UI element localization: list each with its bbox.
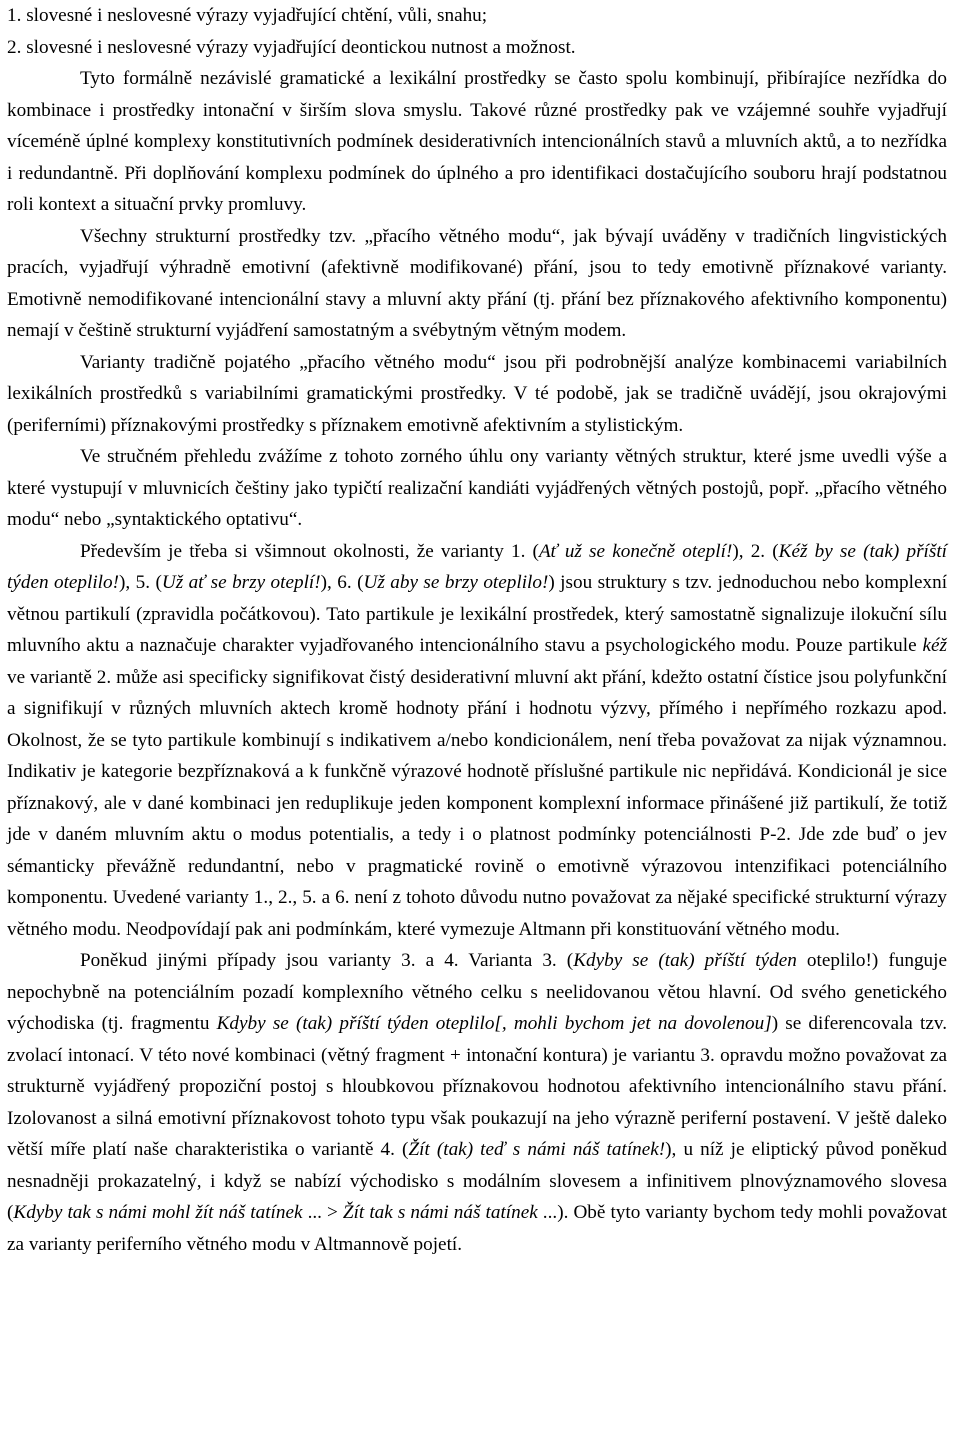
text-segment: ve variantě 2. může asi specificky signifikovat čistý desiderativní mluvní akt přání, kdežto ostatní čístice jsou polyfunkční a signifikují v různých mluvních aktech kromě hodnoty přání i hodnotu výzvy, přímého i nepřímého rozkazu apod. Okolnost, že se tyto partikule kombinují s indikativem a/nebo kondicionálem, není třeba považovat za nijak významnou. Indikativ je kategorie bezpříznaková a k funkčně výrazové hodnotě příslušné partikule nic nepřidává. Kondicionál je sice příznakový, ale v dané kombinaci jen reduplikuje jeden komponent komplexní informace přinášené již partikulí, že totiž jde v daném mluvním aktu o modus potentialis, a tedy i o platnost podmínky potenciálnosti P-2. Jde zde buď o jev sémanticky převážně redundantní, nebo v pragmatické rovině o emotivně výrazovou intenzifikaci potenciálního komponentu. Uvedené varianty 1., 2., 5. a 6. není z tohoto důvodu nutno považovat za nějaké specifické strukturní výrazy větného modu. Neodpovídají pak ani podmínkám, které vymezuje Altmann při konstituování větného modu. <box>7 666 947 940</box>
example-sentence: Kdyby se (tak) příští týden <box>573 950 797 971</box>
example-sentence: Kdyby se (tak) příští týden oteplilo[, mohli bychom jet na dovolenou] <box>216 1013 772 1034</box>
text-segment: Především je třeba si všimnout okolnosti, že varianty 1. ( <box>80 540 539 562</box>
text-segment: Ve stručném přehledu zvážíme z tohoto zorného úhlu ony varianty větných struktur, které jsme uvedli výše a které vystupují v mluvnicích češtiny jako typičtí realizační kandiáti vyjádřených větných postojů, popř. „přacího větného modu“ nebo „syntaktického optativu“. <box>7 446 947 530</box>
example-sentence: Už aby se brzy oteplilo! <box>363 572 549 593</box>
list-item-2: 2. slovesné i neslovesné výrazy vyjadřující deontickou nutnost a možnost. <box>7 36 576 58</box>
paragraph-1 <box>7 63 947 221</box>
text-segment: Varianty tradičně pojatého „přacího větného modu“ jsou při podrobnější analýze kombinacemi variabilních lexikálních prostředků s variabilními gramatickými prostředky. V té podobě, jak se tradičně uvádějí, jsou okrajovými (periferními) příznakovými prostředky s příznakem emotivně afektivním a stylistickým. <box>7 351 947 436</box>
example-sentence: Kéž by se (tak) příští týden oteplilo! <box>7 540 948 593</box>
paragraph-4 <box>7 441 947 536</box>
paragraph-6 <box>7 945 947 1260</box>
example-sentence: Už ať se brzy oteplí! <box>161 572 321 593</box>
term-italic: kéž <box>922 635 947 656</box>
text-segment: ... > <box>302 1202 343 1223</box>
text-segment: Tyto formálně nezávislé gramatické a lexikální prostředky se často spolu kombinují, přibírajíce nezřídka do kombinace i prostředky intonační v širším slova smyslu. Takové různé prostředky pak ve vzájemné souhře vyjadřují víceméně úplné komplexy konstitutivních podmínek desiderativních intencionálních stavů a mluvních aktů, a to nezřídka i redundantně. Při doplňování komplexu podmínek do úplného a pro identifikaci dostačujícího souboru hrají podstatnou roli kontext a situační prvky promluvy. <box>7 68 947 215</box>
paragraph-5 <box>7 536 947 946</box>
text-segment: ...). Obě tyto varianty bychom tedy mohli považovat za varianty periferního větného modu v Altmannově pojetí. <box>7 1202 947 1255</box>
document-page <box>7 0 947 1260</box>
text-segment: ), 2. ( <box>732 540 779 562</box>
text-segment: Poněkud jinými případy jsou varianty 3. a 4. Varianta 3. ( <box>80 950 574 971</box>
text-segment: oteplilo!) funguje nepochybně na potenciálním pozadí komplexního větného celku s neelidovanou větou hlavní. Od svého genetického východiska (tj. fragmentu <box>7 950 948 1034</box>
paragraph-2 <box>7 221 947 347</box>
text-segment: ) jsou struktury s tzv. jednoduchou nebo komplexní větnou partikulí (zpravidla počátkovou). Tato partikule je lexikální prostředek, který samostatně signalizuje ilokuční sílu mluvního aktu a naznačuje charakter vyjadřovaného intencionálního stavu a psychologického modu. Pouze partikule <box>7 572 948 656</box>
list-item-1: 1. slovesné i neslovesné výrazy vyjadřující chtění, vůli, snahu; <box>7 5 488 26</box>
example-sentence: Žít tak s námi náš tatínek <box>342 1202 538 1223</box>
example-sentence: Žít (tak) teď s námi náš tatínek! <box>408 1139 666 1160</box>
paragraph-3 <box>7 347 947 442</box>
text-segment: ) se diferencovala tzv. zvolací intonací. V této nové kombinaci (větný fragment + intonační kontura) je variantu 3. opravdu možno považovat za strukturně vyjádřený propoziční postoj s hloubkovou příznakovou hodnotou afektivního intencionálního stavu přání. Izolovanost a silná emotivní příznakovost tohoto typu však poukazují na jeho výrazně periferní postavení. V ještě daleko větší míře platí naše charakteristika o variantě 4. ( <box>7 1013 947 1160</box>
text-segment: ), 5. ( <box>119 572 162 593</box>
text-segment: ), u níž je eliptický původ poněkud nesnadněji prokazatelný, i když se nabízí východisko s modálním slovesem a infinitivem plnovýznamového slovesa ( <box>7 1139 947 1223</box>
text-segment: Všechny strukturní prostředky tzv. „přacího větného modu“, jak bývají uváděny v tradičních lingvistických pracích, vyjadřují výhradně emotivní (afektivně modifikované) přání, jsou to tedy emotivně příznakové varianty. Emotivně nemodifikované intencionální stavy a mluvní akty přání (tj. přání bez příznakového afektivního komponentu) nemají v češtině strukturní vyjádření samostatným a svébytným větným modem. <box>7 225 947 341</box>
example-sentence: Kdyby tak s námi mohl žít náš tatínek <box>13 1202 303 1223</box>
example-sentence: Ať už se konečně oteplí! <box>538 540 733 562</box>
text-segment: ), 6. ( <box>320 572 364 593</box>
